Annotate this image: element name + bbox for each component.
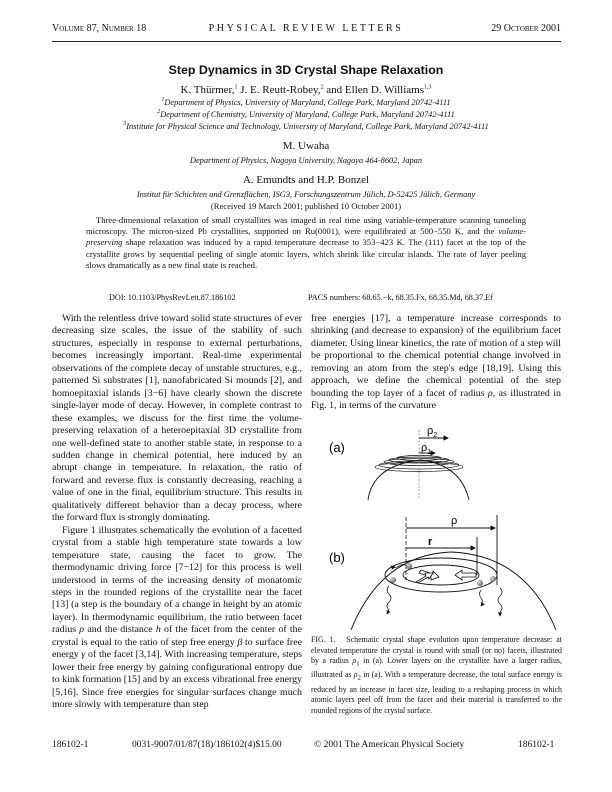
text: and the distance (84, 624, 156, 636)
body-left-column (52, 313, 302, 712)
header-rule (52, 41, 561, 42)
footer-page-number-left: 186102-1 (52, 740, 89, 750)
author-sup: 1,3 (424, 84, 432, 91)
figure-panel-a (329, 425, 469, 500)
author-sup: 1 (234, 84, 238, 91)
text: Figure 1 illustrates schematically the evolution of a facetted crystal from a stable high temperature state towards a low temperature state, causing the facet to grow. The thermodynamic driving force [7−12] for this process is well understood in terms of the increasing density of monatomic steps in the rounded regions of the crystallite near the facet [13] (a step is the boundary of a change in height by an atomic layer). In thermodynamic equilibrium, the ratio between facet radius (52, 524, 302, 636)
symbol-gamma: γ (81, 649, 86, 661)
paragraph (311, 313, 561, 413)
crystal-outline-a (368, 460, 469, 500)
footer-copyright: © 2001 The American Physical Society (314, 740, 465, 750)
symbol-rho: ρ (488, 387, 493, 399)
rho2-label: $\rho_2$ (427, 425, 438, 439)
subscript: 1 (356, 660, 360, 668)
caption-text: Schematic crystal shape evolution upon temperature decrease: at elevated temperature the crystal is round with small (or no) facets, illustrated by a radius (311, 635, 562, 666)
flux-arrows (416, 570, 476, 583)
footer-page-number-right: 186102-1 (518, 740, 555, 750)
author-name: and Ellen D. Williams (326, 84, 425, 96)
symbol-rho: ρ (352, 656, 357, 666)
symbol-rho: ρ (353, 670, 358, 680)
r-label: r (428, 536, 433, 548)
caption-label: FIG. 1. (311, 635, 336, 644)
paragraph (52, 525, 302, 712)
affil-sup: 1 (161, 97, 165, 104)
running-header-volume: Volume 87, Number 18 (52, 23, 147, 34)
running-header-date: 29 October 2001 (491, 23, 561, 34)
affiliation-3 (0, 122, 612, 131)
figure-caption (311, 635, 562, 716)
body-right-column (311, 313, 561, 413)
subscript: 2 (357, 674, 361, 682)
symbol-rho: ρ (79, 624, 85, 636)
affiliation-1 (0, 98, 612, 107)
affiliation-julich: Institut für Schichten und Grenzflächen, ISG3, Forschungszentrum Jülich, D-52425 Jülich, Germany (136, 190, 476, 199)
figure-panel-b (329, 515, 556, 630)
affiliation-nagoya: Department of Physics, Nagoya University, Nagoya 464-8602, Japan (189, 156, 423, 165)
abstract-text: shape relaxation was induced by a rapid temperature decrease to 353−423 K. The (111) facet at the top of the crystallite grows by sequential peeling of single atomic layers, which shrink like circular islands. The rate of layer peeling slows dramatically as a new final state is reached. (86, 237, 526, 270)
abstract (86, 215, 526, 271)
text: to surface free energy (52, 636, 302, 661)
text: , as illustrated in Fig. 1, in terms of the curvature (311, 387, 561, 412)
affil-text: Institute for Physical Science and Technology, University of Maryland, College Park, Maryland 20742-4111 (126, 122, 489, 131)
facet-outer-ring (385, 558, 497, 592)
affil-text: Department of Physics, University of Maryland, College Park, Maryland 20742-4111 (164, 98, 451, 107)
author-uwaha: M. Uwaha (282, 140, 330, 152)
abstract-text: Three-dimensional relaxation of small crystallites was imaged in real time using variable-temperature scanning tunneling microscopy. The micron-sized Pb crystallites, supported on Ru(0001), were equilibrated at 500−550 K, and the (86, 215, 526, 237)
author-sup: 2 (320, 84, 324, 91)
author-name: K. Thürmer, (180, 84, 235, 96)
figure-1 (311, 420, 571, 630)
rho1-label: $\rho_1$ (421, 442, 432, 456)
crystal-outline-b (351, 552, 556, 630)
paper-title: Step Dynamics in 3D Crystal Shape Relaxation (168, 63, 444, 77)
panel-label-b: (b) (329, 550, 345, 565)
author-emundts-bonzel: A. Emundts and H.P. Bonzel (242, 174, 370, 186)
doi: DOI: 10.1103/PhysRevLett.87.186102 (109, 293, 236, 302)
panel-label-a: (a) (329, 440, 345, 455)
text: free energies [17], a temperature increase corresponds to shrinking (and decrease to expansion) of the equilibrium facet diameter. Using linear kinetics, the rate of motion of a step will be proportional to the chemical potential change involved in removing an atom from the step's edge [18,19]. Using this approach, we define the chemical potential of the step bounding the top layer of a facet of radius (311, 313, 561, 399)
affiliation-2 (0, 110, 612, 119)
symbol-h: h (155, 624, 161, 636)
text: of the facet from the center of the crystal is equal to the ratio of step free energy (52, 624, 302, 648)
pacs-numbers: PACS numbers: 68.65.−k, 68.35.Fx, 68.35.Md, 68.37.Ef (308, 293, 493, 302)
author-list-1 (0, 84, 612, 96)
author-name: J. E. Reutt-Robey, (240, 84, 321, 96)
symbol-beta: β (237, 636, 243, 648)
rho-label: ρ (451, 515, 458, 527)
text: of the facet [3,14]. With increasing temperature, steps lower their free energy by gaining configurational entropy due to kink formation [15] and by an excess vibrational free energy [5,16]. Since free energies for singular surfaces change much more slowly with temperature than step (52, 649, 302, 711)
affil-sup: 2 (157, 109, 161, 116)
affil-text: Department of Chemistry, University of Maryland, College Park, Maryland 20742-4111 (160, 110, 455, 119)
paragraph: With the relentless drive toward solid state structures of ever decreasing size scales, the issue of the stability of such structures, especially in response to external perturbations, becomes increasingly important. Real-time experimental observations of the complete decay of unstable structures, e.g., patterned Si substrates [1], nanofabricated Si mounds [2], and homoepitaxial islands [3−6] have clearly shown the discrete single-layer mode of decay. However, in complete contrast to these examples, we discuss for the first time the volume-preserving relaxation of a heteroepitaxial 3D crystallite from one well-defined state to another stable state, in response to a sudden change in chemical potential, here induced by an abrupt change in temperature. In relaxation, the ratio of forward and reverse flux is constantly decreasing, reaching a value of one in the final, equilibrium structure. This results in qualitatively different behavior than a decay process, where the forward flux is strongly dominating. (52, 313, 302, 524)
footer-code: 0031-9007/01/87(18)/186102(4)$15.00 (132, 740, 282, 750)
abstract-emphasis: volume-preserving (86, 226, 526, 248)
received-dates: (Received 19 March 2001; published 10 October 2001) (210, 201, 402, 211)
caption-text: in (a). Lower layers on the crystallite have a larger radius, illustrated as (311, 656, 562, 680)
caption-text: in (a). With a temperature decrease, the total surface energy is reduced by an increase in facet size, leading to a reshaping process in which atomic layers peel off from the facet and their material is transferred to the rounded regions of the crystal surface. (311, 670, 562, 715)
affil-sup: 3 (123, 121, 127, 128)
running-header-journal: PHYSICAL REVIEW LETTERS (208, 23, 404, 34)
